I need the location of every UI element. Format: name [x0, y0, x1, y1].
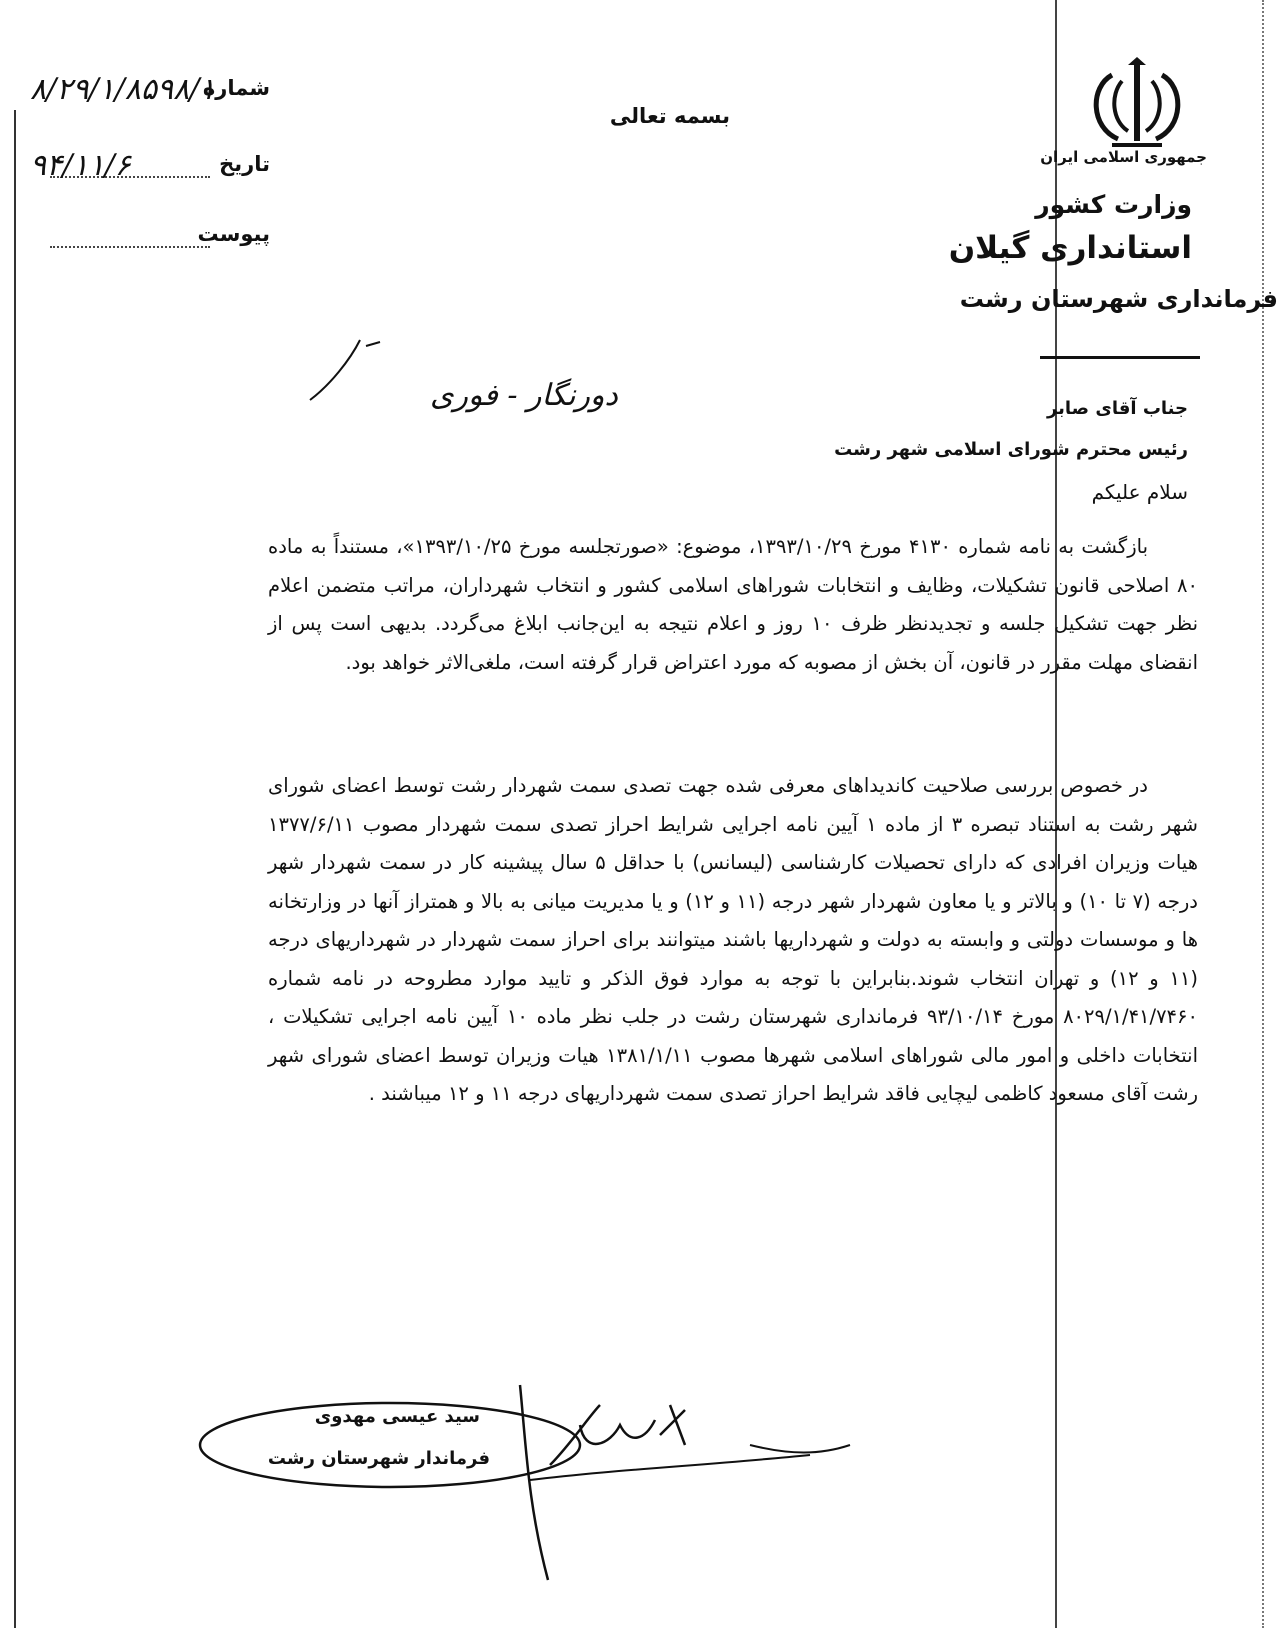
- letter-number-field: [20, 72, 270, 108]
- letterhead-rule: [1040, 356, 1200, 359]
- letter-date-field: [20, 148, 270, 184]
- signatory-name: سید عیسی مهدوی: [314, 1406, 480, 1427]
- addressee-name: جناب آقای صابر: [1046, 398, 1188, 419]
- handwritten-note-text: دورنگار - فوری: [430, 378, 618, 413]
- signatory-title: فرماندار شهرستان رشت: [267, 1448, 490, 1469]
- letter-attachment-dots: [50, 246, 210, 248]
- letterhead-governorate: استانداری گیلان: [948, 230, 1192, 266]
- letter-attachment-field: [20, 218, 270, 254]
- letterhead-ministry: وزارت کشور: [1035, 190, 1192, 219]
- body-paragraph-1-text: بازگشت به نامه شماره ۴۱۳۰ مورخ ۱۳۹۳/۱۰/۲۹، موضوع: «صورتجلسه مورخ ۱۳۹۳/۱۰/۲۵»، مستنداً به ماده ۸۰ اصلاحی قانون تشکیلات، وظایف و انتخابات شوراهای اسلامی کشور و انتخاب شهرداران، مراتب متضمن اعلام نظر جهت تشکیل جلسه و تجدیدنظر ظرف ۱۰ روز و اعلام نتیجه به این‌جانب ابلاغ می‌گردد. بدیهی است پس از انقضای مهلت مقرر در قانون، آن بخش از مصوبه که مورد اعتراض قرار گرفته است، ملغی‌الاثر خواهد بود.: [268, 535, 1198, 674]
- handwritten-note: [180, 330, 618, 440]
- body-paragraph-2: [268, 767, 1198, 1114]
- letter-date-label: تاریخ: [219, 152, 270, 176]
- letter-attachment-label: پیوست: [197, 222, 270, 246]
- addressee-title: رئیس محترم شورای اسلامی شهر رشت: [834, 439, 1188, 460]
- letter-date-value: ۹۴/۱۱/۶: [30, 148, 131, 183]
- right-edge-dotted-line: [1262, 0, 1264, 1628]
- invocation: بسمه تعالی: [609, 104, 731, 128]
- body-paragraph-2-text: در خصوص بررسی صلاحیت کاندیداهای معرفی شده جهت تصدی سمت شهردار رشت توسط اعضای شورای شهر رشت به استناد تبصره ۳ از ماده ۱ آیین نامه اجرایی شرایط احراز تصدی سمت شهردار مصوب ۱۳۷۷/۶/۱۱ هیات وزیران افرادی که دارای تحصیلات کارشناسی (لیسانس) با حداقل ۵ سال پیشینه کار در سمت شهردار شهر درجه (۷ تا ۱۰) و بالاتر و یا معاون شهردار شهر درجه (۱۱ و ۱۲) و یا مدیریت میانی به بالا و همتراز آنها در وزارتخانه ها و موسسات دولتی و وابسته به دولت و شهرداریها باشند میتوانند برای احراز سمت شهردار در شهرداریهای درجه (۱۱ و ۱۲) و تهران انتخاب شوند.بنابراین با توجه به موارد فوق الذکر و تایید موارد مطروحه در نامه شماره ۸۰۲۹/۱/۴۱/۷۴۶۰ مورخ ۹۳/۱۰/۱۴ فرمانداری شهرستان رشت در جلب نظر ماده ۱۰ آیین نامه اجرایی تشکیلات ، انتخابات داخلی و امور مالی شوراهای اسلامی شهرها مصوب ۱۳۸۱/۱/۱۱ هیات وزیران توسط اعضای شورای شهر رشت آقای مسعود کاظمی لیچایی فاقد شرایط احراز تصدی سمت شهرداریهای درجه ۱۱ و ۱۲ میباشند .: [268, 774, 1198, 1105]
- greeting: سلام علیکم: [1091, 480, 1188, 504]
- letter-number-value: ۸/۲۹/۱/۸۵۹۸/۱: [30, 72, 216, 107]
- letterhead-republic: جمهوری اسلامی ایران: [1040, 148, 1207, 166]
- letter-number-label: شماره: [202, 76, 270, 100]
- left-margin-line: [14, 110, 16, 1628]
- body-paragraph-1: [268, 528, 1198, 682]
- handwritten-signature: [190, 1385, 890, 1585]
- letterhead-district: فرمانداری شهرستان رشت: [959, 285, 1278, 313]
- iran-emblem-icon: [1082, 55, 1192, 155]
